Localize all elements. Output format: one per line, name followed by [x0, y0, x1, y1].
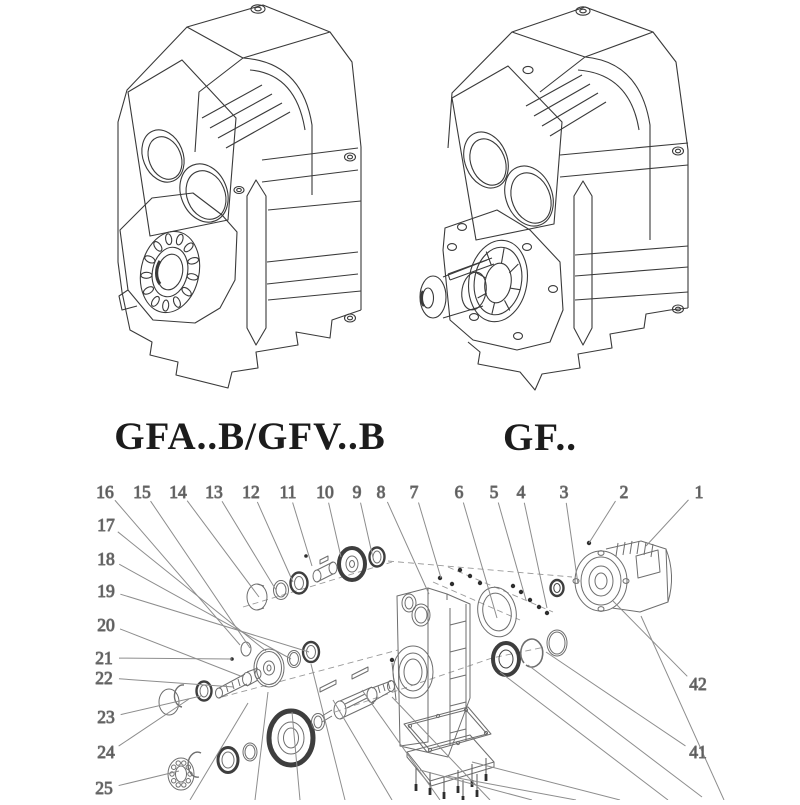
bearing-slot	[144, 254, 157, 264]
intermediate-gear-set	[159, 642, 319, 715]
callout-leader-20	[120, 629, 243, 677]
bearing-ball	[176, 761, 180, 765]
callout-number-16: 16	[96, 482, 114, 502]
callout-leader-13	[222, 501, 276, 590]
callout-leader-24	[119, 699, 189, 746]
mounting-bars	[560, 143, 688, 313]
callout-number-23: 23	[97, 707, 115, 727]
callout-number-20: 20	[97, 615, 115, 635]
bearing-slot	[162, 300, 169, 311]
assembly-axes	[222, 561, 572, 712]
callout-number-13: 13	[205, 482, 223, 502]
callout-leader-lines	[115, 500, 689, 786]
callout-number-19: 19	[97, 581, 115, 601]
bearing-slot	[183, 241, 195, 253]
callout-number-5: 5	[489, 482, 499, 502]
callout-leader-19	[120, 594, 309, 652]
callout-number-25: 25	[95, 778, 113, 798]
hollow-shaft-bearing	[133, 226, 207, 318]
callout-number-42: 42	[689, 674, 707, 694]
figure-label-gf: GF..	[502, 416, 578, 459]
callout-number-11: 11	[279, 482, 297, 502]
callout-number-24: 24	[97, 742, 115, 762]
bearing-ball	[172, 765, 176, 769]
front-rib	[574, 181, 592, 345]
callout-leader-14	[187, 501, 259, 597]
cutoff-leader-lines	[190, 616, 724, 800]
cutoff-leader-9	[447, 776, 576, 800]
callout-number-21: 21	[95, 648, 113, 668]
figure-gfa-gfv-drawing	[118, 5, 361, 388]
octagon-face	[120, 193, 237, 323]
bearing-ball	[186, 779, 190, 783]
callout-number-6: 6	[454, 482, 464, 502]
bearing-slot	[141, 272, 152, 278]
figure-gf-drawing	[420, 7, 688, 390]
motor	[573, 541, 672, 612]
callout-number-18: 18	[97, 549, 115, 569]
callout-leader-2	[589, 501, 616, 543]
cutoff-leader-5	[333, 700, 392, 800]
callout-leader-21	[119, 658, 232, 659]
callout-number-8: 8	[376, 482, 386, 502]
cooling-fins	[202, 85, 290, 148]
bearing-slot	[165, 233, 173, 245]
output-shaft	[420, 258, 494, 318]
callout-number-10: 10	[316, 482, 334, 502]
cutoff-leader-2	[255, 692, 268, 800]
bearing-slot	[186, 273, 198, 281]
callout-number-3: 3	[559, 482, 569, 502]
callout-leader-11	[293, 502, 312, 566]
spoke	[492, 302, 495, 314]
spoke	[509, 264, 518, 273]
bearing-ball	[172, 779, 176, 783]
callout-numbers	[95, 482, 707, 798]
callout-number-1: 1	[694, 482, 704, 502]
o-ring	[547, 630, 567, 656]
callout-leader-6	[463, 503, 497, 618]
callout-number-4: 4	[516, 482, 526, 502]
figure-label-gfa-gfv: GFA..B/GFV..B	[114, 415, 386, 458]
bearing-slot	[142, 285, 155, 296]
callout-number-17: 17	[97, 515, 115, 535]
bearing-ball	[182, 783, 186, 787]
callout-number-7: 7	[409, 482, 419, 502]
callout-number-22: 22	[95, 668, 113, 688]
cutoff-leader-12	[528, 665, 702, 797]
cutoff-leader-11	[500, 672, 668, 800]
callout-leader-18	[119, 564, 291, 659]
front-rib	[247, 180, 266, 345]
callout-leader-10	[329, 503, 341, 557]
callout-leader-7	[418, 502, 441, 578]
spoke	[505, 300, 510, 310]
input-pinion-set	[247, 548, 385, 611]
callout-number-12: 12	[242, 482, 260, 502]
spoke	[511, 288, 521, 290]
bearing-slot	[180, 286, 192, 298]
bearing-ball	[182, 761, 186, 765]
side-bolt-icon	[234, 187, 244, 194]
bearing-slot	[150, 295, 161, 307]
callout-number-41: 41	[689, 742, 707, 762]
callout-leader-4	[524, 503, 547, 608]
callout-leader-1	[646, 500, 688, 546]
exploded-diagram	[95, 482, 724, 800]
flange-gasket	[473, 584, 521, 641]
gear-housing	[390, 576, 470, 757]
input-bores	[134, 123, 236, 229]
callout-number-14: 14	[169, 482, 187, 502]
bearing-slot	[152, 240, 163, 252]
bearing-slot	[187, 256, 199, 265]
callout-number-2: 2	[619, 482, 629, 502]
callout-number-9: 9	[352, 482, 362, 502]
bearing-slot	[172, 296, 182, 308]
small-bearing	[551, 580, 564, 596]
callout-leader-22	[119, 679, 234, 687]
octagon-face	[443, 210, 563, 350]
callout-leader-42	[613, 601, 687, 676]
cooling-fins	[526, 75, 606, 136]
callout-number-15: 15	[133, 482, 151, 502]
callout-leader-23	[121, 696, 201, 715]
oil-seal	[493, 643, 519, 675]
callout-leader-9	[361, 503, 373, 558]
callout-leader-12	[257, 502, 293, 582]
cutoff-leader-13	[641, 616, 724, 800]
snap-ring	[521, 639, 543, 667]
callout-leader-3	[566, 503, 578, 584]
bearing-slot	[175, 233, 184, 245]
spoke	[501, 248, 504, 264]
bearing-ball	[176, 783, 180, 787]
